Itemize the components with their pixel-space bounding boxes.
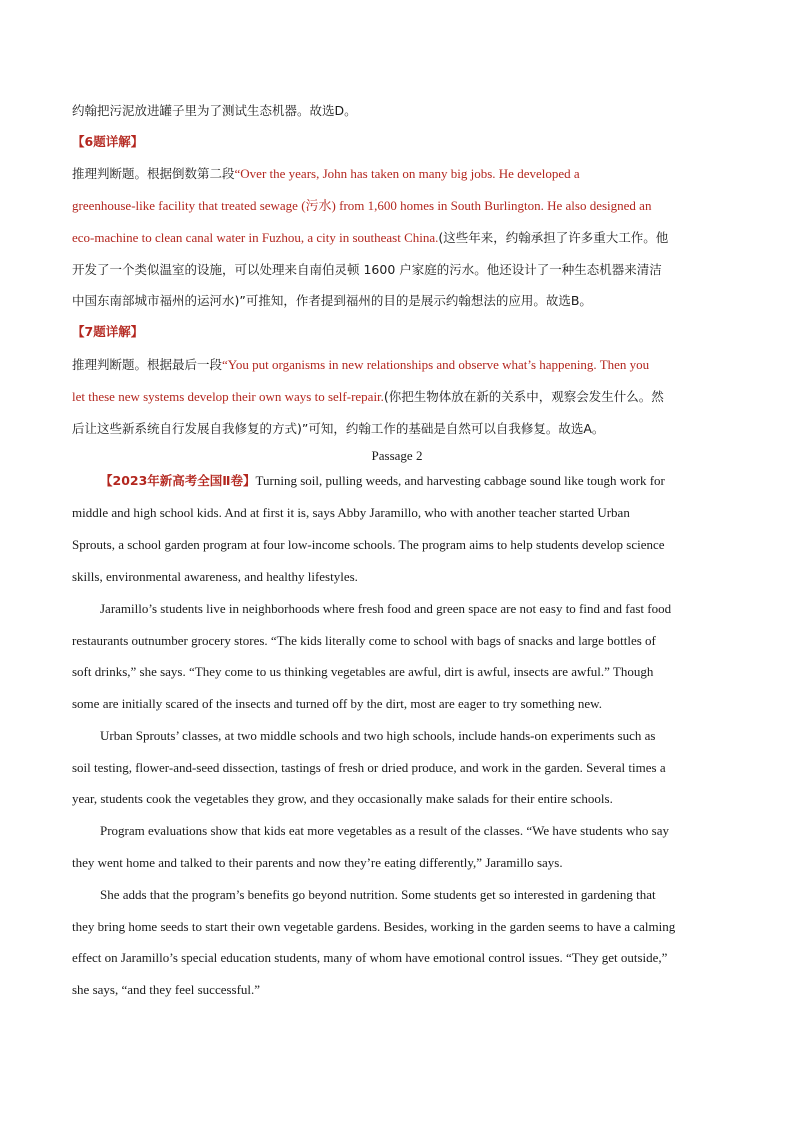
passage-paragraph-line: they went home and talked to their parents and now they’re eating differently,” Jaramillo says. (72, 855, 563, 870)
q7-explanation-line (72, 388, 724, 406)
passage-paragraph-line (100, 472, 724, 490)
q6-quote-text: eco-machine to clean canal water in Fuzhou, a city in southeast China. (72, 230, 439, 245)
passage-paragraph-line: middle and high school kids. And at first it is, says Abby Jaramillo, who with another teacher started Urban (72, 505, 630, 520)
q7-conclusion-line: 后让这些新系统自行发展自我修复的方式)”可知，约翰工作的基础是自然可以自我修复。故选A。 (72, 421, 605, 436)
q6-lead-text: 推理判断题。根据倒数第二段 (72, 166, 235, 181)
passage-paragraph-line: soil testing, flower-and-seed dissection, tastings of fresh or dried produce, and work in the garden. Several times a (72, 760, 666, 775)
passage-paragraph-line: She adds that the program’s benefits go beyond nutrition. Some students get so interested in gardening that (100, 887, 656, 902)
passage-paragraph-line: some are initially scared of the insects and turned off by the dirt, most are eager to try something new. (72, 696, 602, 711)
passage-paragraph-line: she says, “and they feel successful.” (72, 982, 261, 997)
q6-heading: 【6题详解】 (72, 134, 144, 149)
passage-paragraph-line: they bring home seeds to start their own vegetable gardens. Besides, working in the garden seems to have a calming (72, 919, 676, 934)
paragraph-text: Turning soil, pulling weeds, and harvesting cabbage sound like tough work for (255, 473, 665, 488)
q7-quote-text: “You put organisms in new relationships and observe what’s happening. Then you (222, 357, 650, 372)
passage-paragraph-line: Urban Sprouts’ classes, at two middle schools and two high schools, include hands-on experiments such as (100, 728, 656, 743)
source-tag: 【2023年新高考全国Ⅱ卷】 (100, 473, 256, 488)
passage-paragraph-line: year, students cook the vegetables they grow, and they occasionally make salads for their entire schools. (72, 791, 613, 806)
passage-title: Passage 2 (371, 448, 423, 463)
passage-paragraph-line: soft drinks,” she says. “They come to us thinking vegetables are awful, dirt is awful, insects are awful.” Though (72, 664, 654, 679)
q6-conclusion-line: 中国东南部城市福州的运河水)”可推知，作者提到福州的目的是展示约翰想法的应用。故选B。 (72, 293, 592, 308)
q7-lead-text: 推理判断题。根据最后一段 (72, 357, 223, 372)
q7-translation-text: (你把生物体放在新的关系中，观察会发生什么。然 (383, 389, 664, 404)
answer-line: 约翰把污泥放进罐子里为了测试生态机器。故选D。 (72, 103, 357, 118)
passage-paragraph-line: Program evaluations show that kids eat more vegetables as a result of the classes. “We have students who say (100, 823, 669, 838)
passage-paragraph-line: restaurants outnumber grocery stores. “The kids literally come to school with bags of snacks and large bottles of (72, 633, 656, 648)
q6-translation-text: (这些年来，约翰承担了许多重大工作。他 (438, 230, 669, 245)
passage-paragraph-line: Jaramillo’s students live in neighborhoods where fresh food and green space are not easy to find and fast food (100, 601, 672, 616)
passage-paragraph-line: Sprouts, a school garden program at four low-income schools. The program aims to help students develop science (72, 537, 665, 552)
passage-paragraph-line: skills, environmental awareness, and healthy lifestyles. (72, 569, 358, 584)
q7-heading: 【7题详解】 (72, 324, 144, 339)
q6-translation-line: 开发了一个类似温室的设施，可以处理来自南伯灵顿 1600 户家庭的污水。他还设计了一种生态机器来清洁 (72, 262, 662, 277)
q6-explanation-line (72, 165, 724, 183)
q7-explanation-line (72, 356, 724, 374)
q6-quote-text: “Over the years, John has taken on many big jobs. He developed a (234, 166, 580, 181)
passage-paragraph-line: effect on Jaramillo’s special education students, many of whom have emotional control issues. “They get outside,” (72, 950, 668, 965)
q6-quote-line: greenhouse-like facility that treated sewage (污水) from 1,600 homes in South Burlington. He also designed an (72, 198, 652, 213)
q7-quote-text: let these new systems develop their own ways to self-repair. (72, 389, 384, 404)
q6-explanation-line (72, 229, 724, 247)
